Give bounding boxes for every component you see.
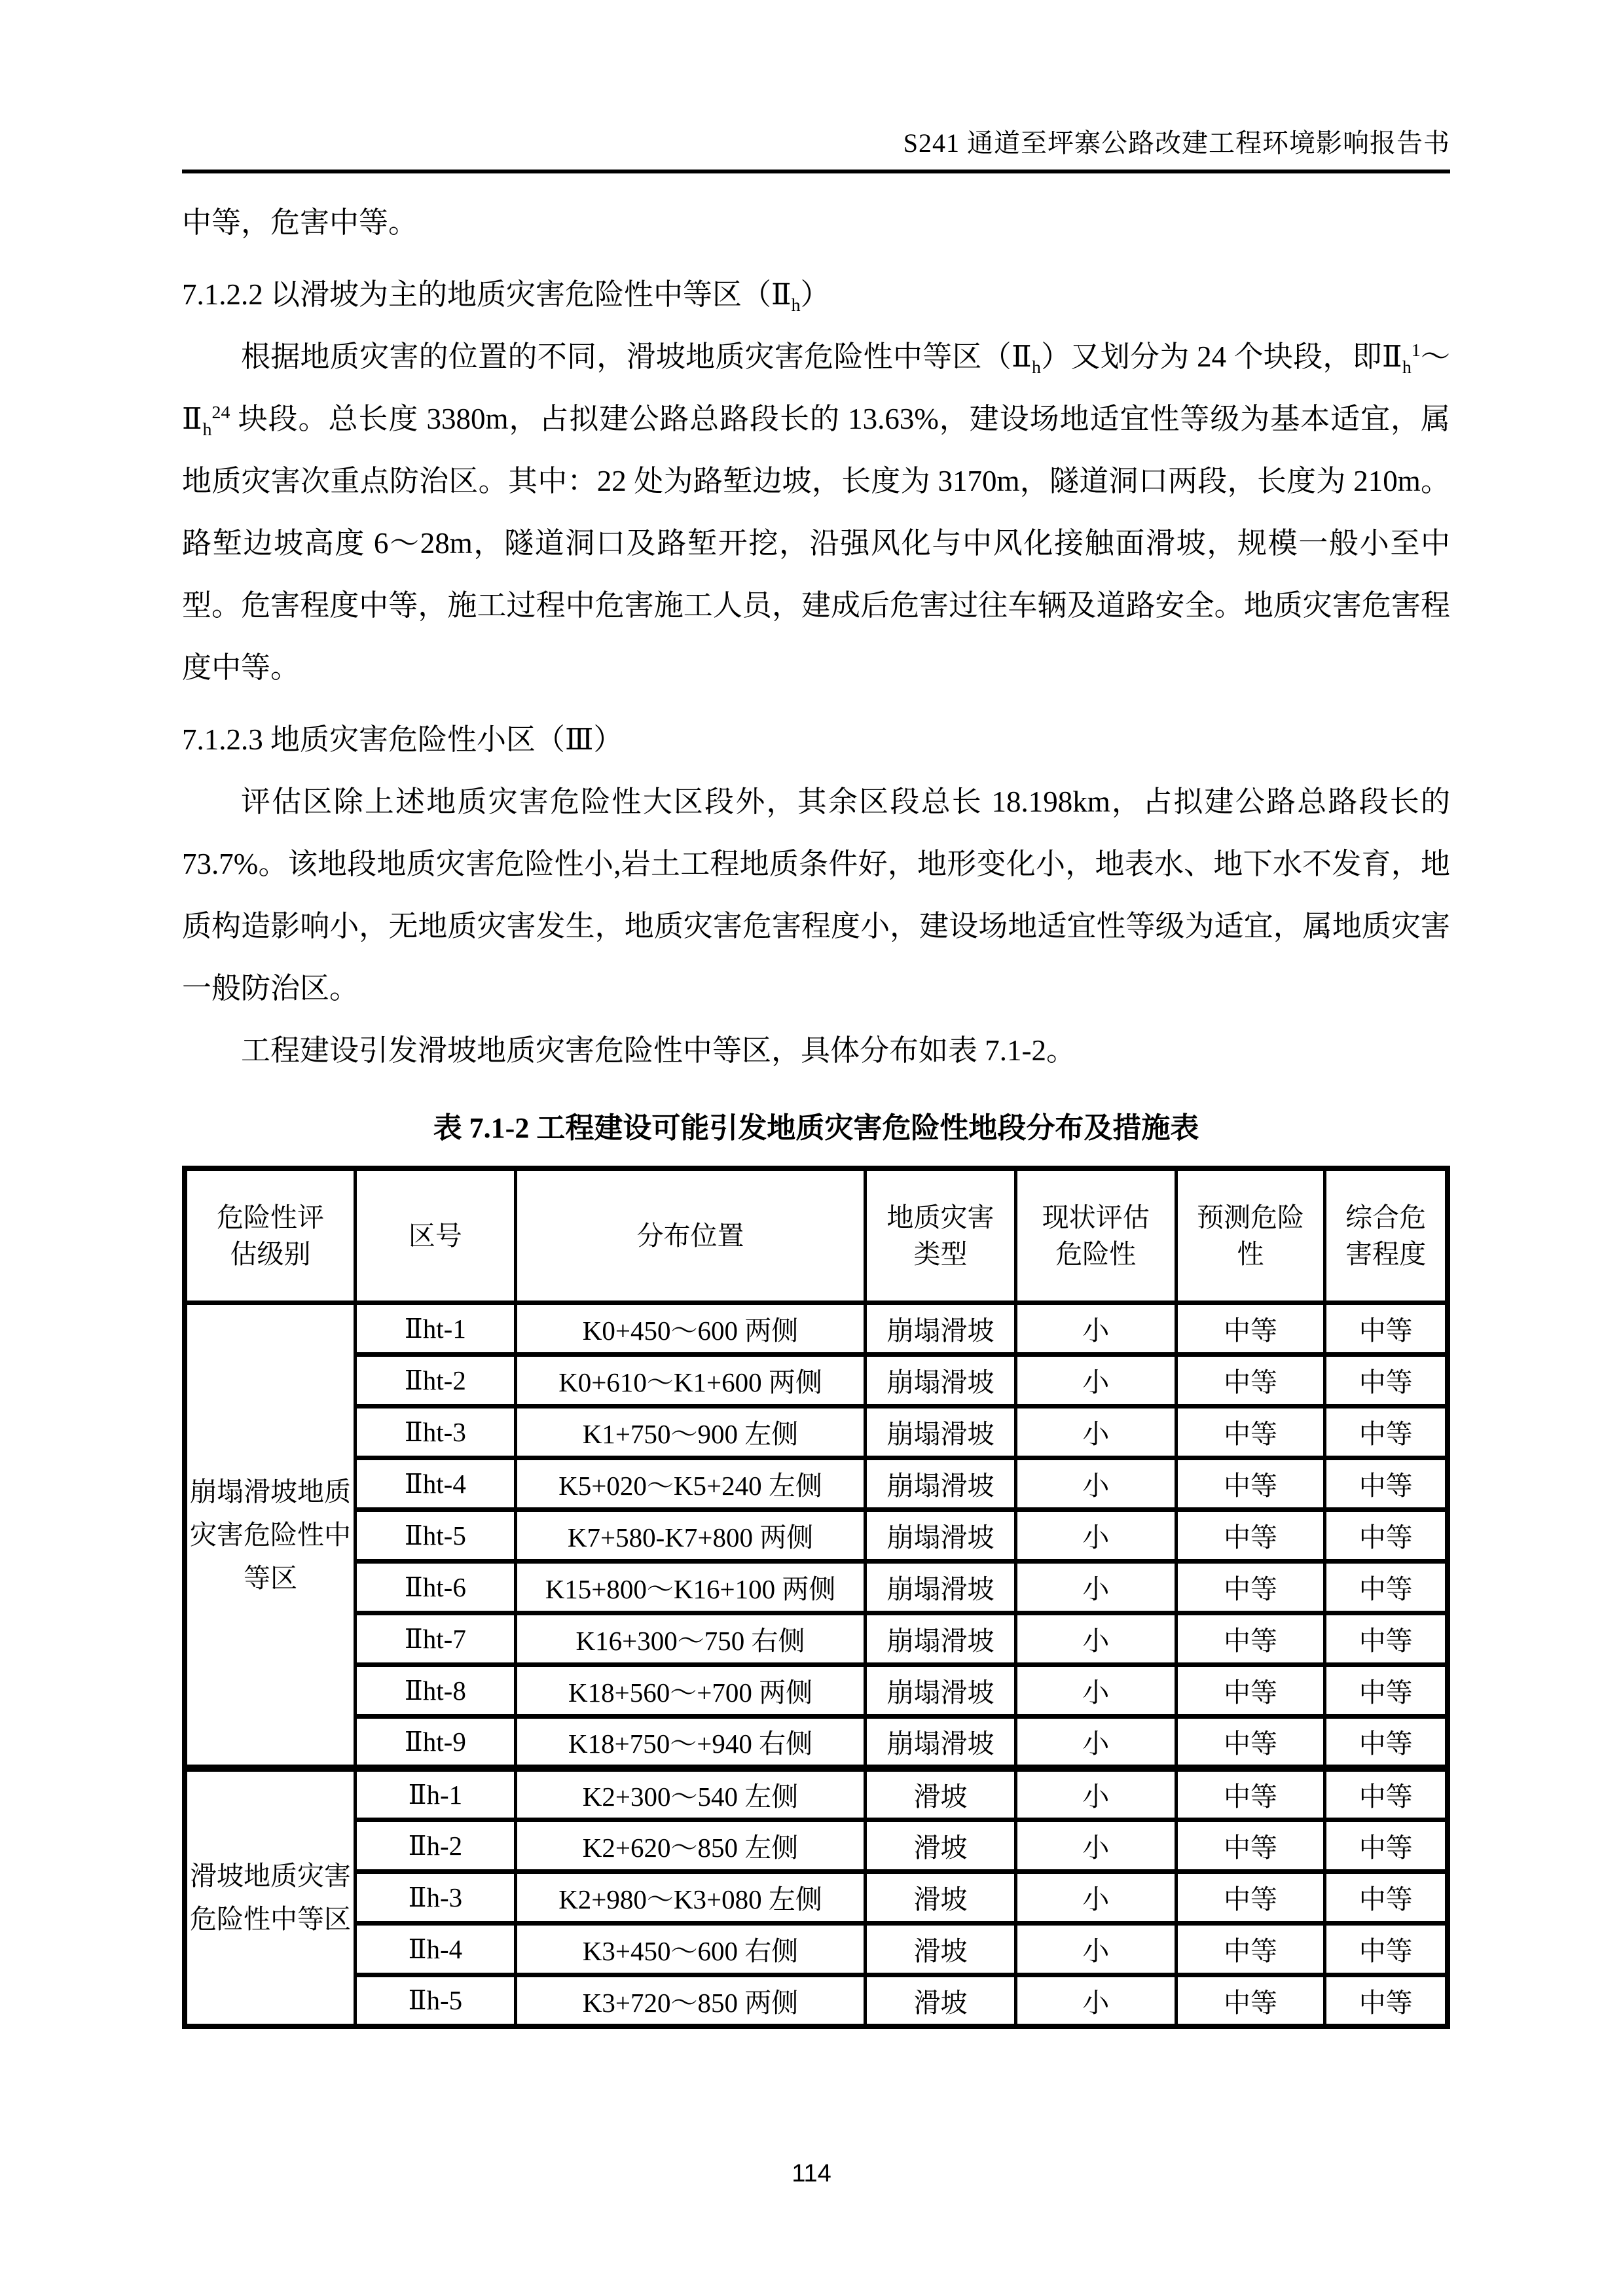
table-row xyxy=(185,1975,1448,2026)
cell-type: 崩塌滑坡 xyxy=(866,1509,1016,1561)
cell-predicted: 中等 xyxy=(1176,1561,1325,1613)
cell-overall: 中等 xyxy=(1325,1975,1448,2026)
table-row xyxy=(185,1923,1448,1975)
cell-current: 小 xyxy=(1015,1716,1176,1768)
cell-location: K2+620～850 左侧 xyxy=(515,1820,865,1871)
cell-location: K7+580-K7+800 两侧 xyxy=(515,1509,865,1561)
cell-overall: 中等 xyxy=(1325,1406,1448,1458)
cell-current: 小 xyxy=(1015,1871,1176,1923)
table-row xyxy=(185,1561,1448,1613)
cell-type: 滑坡 xyxy=(866,1923,1016,1975)
cell-location: K2+300～540 左侧 xyxy=(515,1768,865,1820)
cell-zone: Ⅱht-6 xyxy=(355,1561,515,1613)
group-label: 崩塌滑坡地质灾害危险性中等区 xyxy=(185,1302,355,1768)
cell-current: 小 xyxy=(1015,1406,1176,1458)
table-row xyxy=(185,1509,1448,1561)
table-row xyxy=(185,1458,1448,1509)
cell-current: 小 xyxy=(1015,1561,1176,1613)
cell-zone: Ⅱht-2 xyxy=(355,1354,515,1406)
group-label: 滑坡地质灾害危险性中等区 xyxy=(185,1768,355,2026)
cell-overall: 中等 xyxy=(1325,1664,1448,1716)
cell-type: 崩塌滑坡 xyxy=(866,1716,1016,1768)
cell-overall: 中等 xyxy=(1325,1509,1448,1561)
cell-location: K2+980～K3+080 左侧 xyxy=(515,1871,865,1923)
cell-location: K18+750～+940 右侧 xyxy=(515,1716,865,1768)
table-row xyxy=(185,1820,1448,1871)
cell-location: K15+800～K16+100 两侧 xyxy=(515,1561,865,1613)
superscript-text: 1 xyxy=(1411,340,1421,361)
cell-location: K3+450～600 右侧 xyxy=(515,1923,865,1975)
cell-predicted: 中等 xyxy=(1176,1923,1325,1975)
table-row xyxy=(185,1406,1448,1458)
column-header-3: 分布位置 xyxy=(515,1168,865,1302)
table-header-row xyxy=(185,1168,1448,1302)
cell-type: 崩塌滑坡 xyxy=(866,1664,1016,1716)
cell-predicted: 中等 xyxy=(1176,1302,1325,1354)
cell-overall: 中等 xyxy=(1325,1561,1448,1613)
cell-type: 崩塌滑坡 xyxy=(866,1458,1016,1509)
cell-overall: 中等 xyxy=(1325,1820,1448,1871)
cell-current: 小 xyxy=(1015,1613,1176,1664)
cell-predicted: 中等 xyxy=(1176,1716,1325,1768)
table-row xyxy=(185,1664,1448,1716)
paragraph-table-reference: 工程建设引发滑坡地质灾害危险性中等区，具体分布如表 7.1-2。 xyxy=(241,1034,1076,1067)
cell-predicted: 中等 xyxy=(1176,1871,1325,1923)
subscript-text: h xyxy=(1402,357,1412,378)
column-header-4: 地质灾害类型 xyxy=(866,1168,1016,1302)
table-row xyxy=(185,1613,1448,1664)
cell-overall: 中等 xyxy=(1325,1923,1448,1975)
cell-overall: 中等 xyxy=(1325,1768,1448,1820)
cell-current: 小 xyxy=(1015,1923,1176,1975)
cell-predicted: 中等 xyxy=(1176,1975,1325,2026)
hazard-distribution-table xyxy=(182,1166,1450,2029)
table-row xyxy=(185,1302,1448,1354)
cell-overall: 中等 xyxy=(1325,1613,1448,1664)
table-row xyxy=(185,1768,1448,1820)
cell-current: 小 xyxy=(1015,1302,1176,1354)
cell-predicted: 中等 xyxy=(1176,1354,1325,1406)
cell-predicted: 中等 xyxy=(1176,1509,1325,1561)
cell-overall: 中等 xyxy=(1325,1871,1448,1923)
cell-location: K0+610～K1+600 两侧 xyxy=(515,1354,865,1406)
cell-zone: Ⅱht-5 xyxy=(355,1509,515,1561)
cell-predicted: 中等 xyxy=(1176,1768,1325,1820)
column-header-2: 区号 xyxy=(355,1168,515,1302)
cell-current: 小 xyxy=(1015,1354,1176,1406)
column-header-5: 现状评估危险性 xyxy=(1015,1168,1176,1302)
cell-zone: Ⅱht-4 xyxy=(355,1458,515,1509)
cell-location: K16+300～750 右侧 xyxy=(515,1613,865,1664)
cell-zone: Ⅱh-2 xyxy=(355,1820,515,1871)
cell-predicted: 中等 xyxy=(1176,1664,1325,1716)
cell-predicted: 中等 xyxy=(1176,1613,1325,1664)
cell-current: 小 xyxy=(1015,1975,1176,2026)
cell-type: 崩塌滑坡 xyxy=(866,1561,1016,1613)
cell-current: 小 xyxy=(1015,1768,1176,1820)
cell-type: 崩塌滑坡 xyxy=(866,1406,1016,1458)
cell-type: 崩塌滑坡 xyxy=(866,1613,1016,1664)
subscript-text: h xyxy=(1031,357,1041,378)
running-header xyxy=(182,128,1450,159)
cell-overall: 中等 xyxy=(1325,1354,1448,1406)
column-header-7: 综合危害程度 xyxy=(1325,1168,1448,1302)
table-row xyxy=(185,1716,1448,1768)
paragraph-7-1-2-3: 评估区除上述地质灾害危险性大区段外，其余区段总长 18.198km，占拟建公路总路段长的 73.7%。该地段地质灾害危险性小,岩土工程地质条件好，地形变化小，地表水、地下水不发育，地质构造影响小，无地质灾害发生，地质灾害危害程度小，建设场地适宜性等级为适宜，属地质灾害一般防治区。 xyxy=(182,785,1450,1005)
column-header-1: 危险性评估级别 xyxy=(185,1168,355,1302)
cell-zone: Ⅱh-5 xyxy=(355,1975,515,2026)
page-number: 114 xyxy=(792,2160,831,2187)
cell-type: 滑坡 xyxy=(866,1820,1016,1871)
header-rule xyxy=(182,170,1450,173)
cell-zone: Ⅱh-1 xyxy=(355,1768,515,1820)
running-header-title: S241 通道至坪寨公路改建工程环境影响报告书 xyxy=(903,128,1450,158)
paragraph-continuation: 中等，危害中等。 xyxy=(182,206,418,239)
cell-type: 滑坡 xyxy=(866,1871,1016,1923)
cell-current: 小 xyxy=(1015,1820,1176,1871)
cell-overall: 中等 xyxy=(1325,1716,1448,1768)
cell-predicted: 中等 xyxy=(1176,1406,1325,1458)
cell-predicted: 中等 xyxy=(1176,1458,1325,1509)
cell-zone: Ⅱht-9 xyxy=(355,1716,515,1768)
cell-type: 崩塌滑坡 xyxy=(866,1354,1016,1406)
cell-current: 小 xyxy=(1015,1664,1176,1716)
cell-predicted: 中等 xyxy=(1176,1820,1325,1871)
cell-location: K1+750～900 左侧 xyxy=(515,1406,865,1458)
subscript-text: h xyxy=(202,420,212,440)
cell-zone: Ⅱht-8 xyxy=(355,1664,515,1716)
cell-type: 滑坡 xyxy=(866,1768,1016,1820)
section-heading-7-1-2-2: 7.1.2.2 以滑坡为主的地质灾害危险性中等区$(Ⅱ_h)$ xyxy=(182,278,830,315)
cell-type: 滑坡 xyxy=(866,1975,1016,2026)
cell-location: K0+450～600 两侧 xyxy=(515,1302,865,1354)
section-heading-7-1-2-3: 7.1.2.3 地质灾害危险性小区（Ⅲ） xyxy=(182,723,623,756)
cell-zone: Ⅱh-3 xyxy=(355,1871,515,1923)
cell-type: 崩塌滑坡 xyxy=(866,1302,1016,1354)
cell-zone: Ⅱh-4 xyxy=(355,1923,515,1975)
cell-zone: Ⅱht-7 xyxy=(355,1613,515,1664)
paragraph-7-1-2-2: 根据地质灾害的位置的不同，滑坡地质灾害危险性中等区$(Ⅱ_h)$又划分为 24 个块段，即$Ⅱ_h^1\sim Ⅱ_h^{24}$ 块段。总长度 3380m，占拟建公路总路段长的 13.63%，建设场地适宜性等级为基本适宜，属地质灾害次重点防治区。其中：22 处为路堑边坡，长度为 3170m，隧道洞口两段，长度为 210m。路堑边坡高度 6～28m，隧道洞口及路堑开挖，沿强风化与中风化接触面滑坡，规模一般小至中型。危害程度中等，施工过程中危害施工人员，建成后危害过往车辆及道路安全。地质灾害危害程度中等。 xyxy=(182,340,1450,684)
superscript-text: 24 xyxy=(211,403,230,423)
cell-current: 小 xyxy=(1015,1458,1176,1509)
table-row xyxy=(185,1354,1448,1406)
table-caption: 表 7.1-2 工程建设可能引发地质灾害危险性地段分布及措施表 xyxy=(433,1112,1199,1144)
cell-zone: Ⅱht-1 xyxy=(355,1302,515,1354)
subscript-text: h xyxy=(791,295,801,315)
cell-location: K3+720～850 两侧 xyxy=(515,1975,865,2026)
table-row xyxy=(185,1871,1448,1923)
cell-current: 小 xyxy=(1015,1509,1176,1561)
cell-overall: 中等 xyxy=(1325,1458,1448,1509)
cell-zone: Ⅱht-3 xyxy=(355,1406,515,1458)
cell-location: K5+020～K5+240 左侧 xyxy=(515,1458,865,1509)
cell-overall: 中等 xyxy=(1325,1302,1448,1354)
column-header-6: 预测危险性 xyxy=(1176,1168,1325,1302)
cell-location: K18+560～+700 两侧 xyxy=(515,1664,865,1716)
page-body xyxy=(182,192,1450,2029)
